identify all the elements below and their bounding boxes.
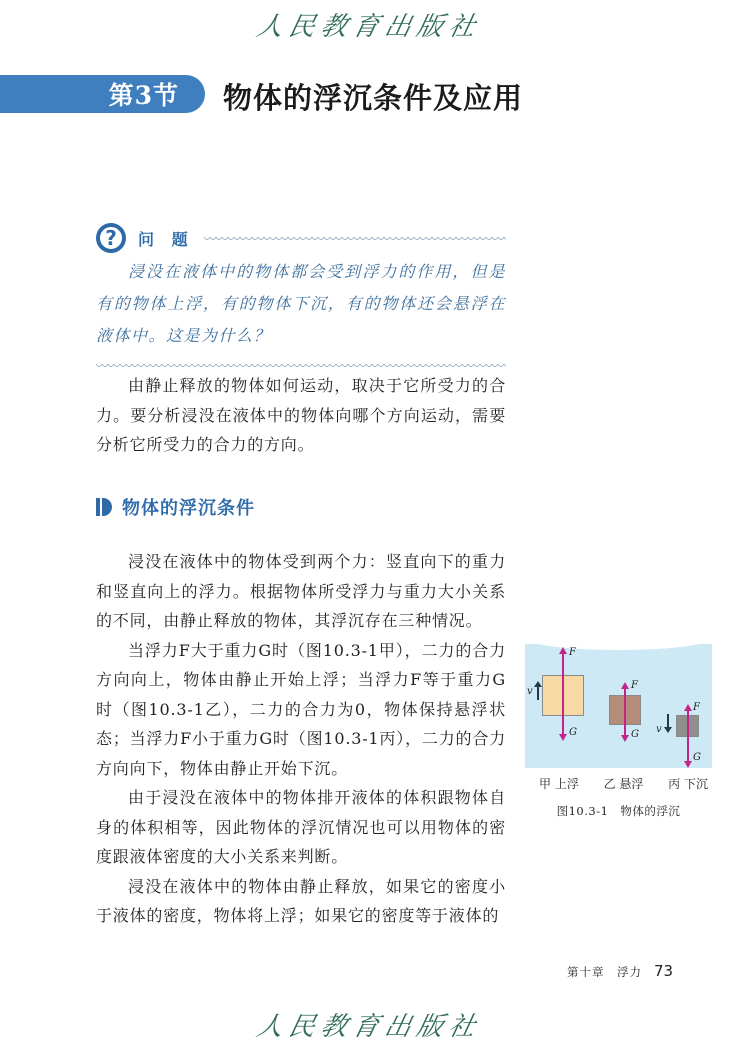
body-paragraph-3: 由于浸没在液体中的物体排开液体的体积跟物体自身的体积相等，因此物体的浮沉情况也可以用物体的密度跟液体密度的大小关系来判断。 <box>96 788 506 866</box>
publisher-watermark-bottom: 人民教育出版社 <box>253 1012 485 1042</box>
question-label: 问 题 <box>138 229 194 249</box>
force-label-f: F <box>693 702 700 713</box>
body-paragraph-4: 浸没在液体中的物体由静止释放，如果它的密度小于液体的密度，物体将上浮；如果它的密度等于液体的 <box>96 876 506 925</box>
force-arrow-float <box>562 652 564 736</box>
page-number: 73 <box>654 962 674 980</box>
question-mark-icon: ? <box>96 223 126 253</box>
figure-liquid-panel <box>525 644 712 768</box>
label-float: 甲 上浮 <box>539 777 579 791</box>
publisher-watermark-top: 人民教育出版社 <box>253 12 485 42</box>
subsection-heading <box>96 494 255 520</box>
section-banner <box>0 75 205 113</box>
figure-caption: 图10.3-1 物体的浮沉 <box>556 804 681 818</box>
velocity-down-arrow-icon <box>667 714 669 728</box>
force-label-g: G <box>569 727 577 738</box>
label-suspend: 乙 悬浮 <box>603 777 644 791</box>
section-marker-icon <box>96 498 112 516</box>
question-box <box>96 222 506 368</box>
body-text <box>96 547 506 931</box>
question-text: 浸没在液体中的物体都会受到浮力的作用，但是有的物体上浮，有的物体下沉，有的物体还会悬浮在液体中。这是为什么？ <box>96 262 506 345</box>
subsection-title: 物体的浮沉条件 <box>122 498 255 519</box>
velocity-label: v <box>656 724 662 735</box>
figure-float-sink <box>525 644 712 819</box>
wave-divider-bottom <box>96 362 506 368</box>
chapter-label: 第十章 浮力 <box>567 965 642 979</box>
question-header <box>96 222 506 254</box>
wave-divider <box>204 235 506 241</box>
body-paragraph-1: 浸没在液体中的物体受到两个力：竖直向下的重力和竖直向上的浮力。根据物体所受浮力与重力大小关系的不同，由静止释放的物体，其浮沉存在三种情况。 <box>96 552 506 630</box>
liquid-surface <box>525 644 712 650</box>
body-paragraph-2: 当浮力F大于重力G时（图10.3-1甲），二力的合力方向向上，物体由静止开始上浮；当浮力F等于重力G时（图10.3-1乙），二力的合力为0，物体保持悬浮状态；当浮力F小于重力G时（图10.3-1丙），二力的合力方向向下，物体由静止开始下沉。 <box>96 640 506 778</box>
force-arrow-sink <box>687 709 689 763</box>
force-label-f: F <box>631 680 638 691</box>
force-label-f: F <box>569 647 576 658</box>
velocity-up-arrow-icon <box>537 686 539 700</box>
page-footer <box>567 962 673 980</box>
intro-text <box>96 371 506 460</box>
force-label-g: G <box>693 752 701 763</box>
force-arrow-suspend <box>624 687 626 737</box>
force-label-g: G <box>631 729 639 740</box>
velocity-label: v <box>527 686 533 697</box>
section-title: 物体的浮沉条件及应用 <box>223 81 524 115</box>
figure-sublabels <box>525 768 712 792</box>
intro-paragraph: 由静止释放的物体如何运动，取决于它所受力的合力。要分析浸没在液体中的物体向哪个方向运动，需要分析它所受力的合力的方向。 <box>96 376 506 454</box>
section-number: 第3节 <box>108 81 179 110</box>
label-sink: 丙 下沉 <box>668 777 708 791</box>
